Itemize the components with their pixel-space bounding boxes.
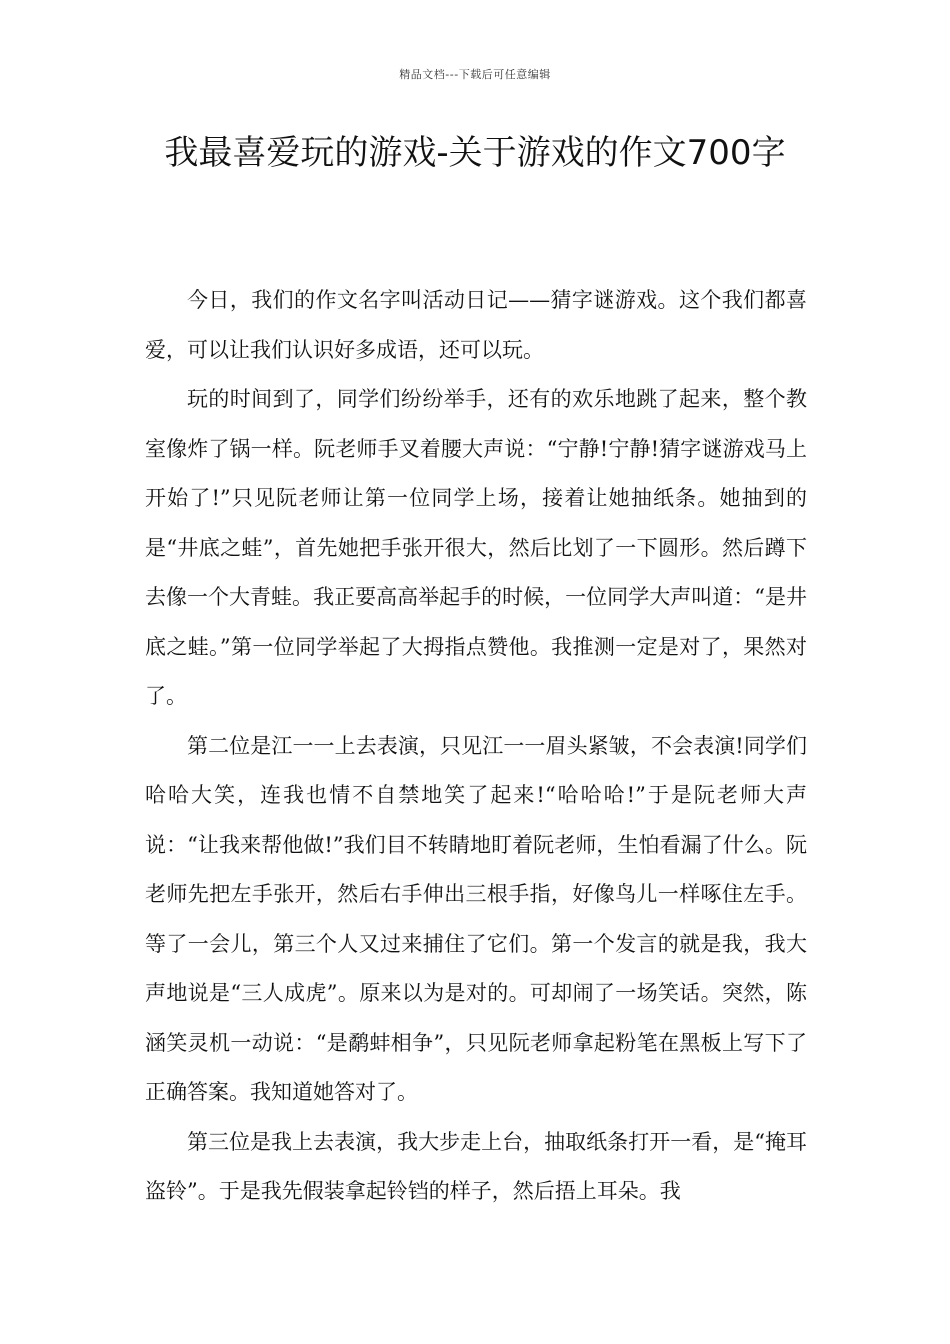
header-note: 精品文档---下载后可任意编辑 — [399, 68, 551, 81]
paragraph-4: 第三位是我上去表演，我大步走上台，抽取纸条打开一看，是“掩耳盗铃”。于是我先假装拿起铃铛的样子，然后捂上耳朵。我 — [145, 1129, 807, 1203]
page-title: 我最喜爱玩的游戏-关于游戏的作文700字 — [164, 133, 786, 173]
paragraph-3: 第二位是江一一上去表演，只见江一一眉头紧皱，不会表演!同学们哈哈大笑，连我也情不自禁地笑了起来!“哈哈哈!”于是阮老师大声说：“让我来帮他做!”我们目不转睛地盯着阮老师，生怕看漏了什么。阮老师先把左手张开，然后右手伸出三根手指，好像鸟儿一样啄住左手。等了一会儿，第三个人又过来捕住了它们。第一个发言的就是我，我大声地说是“三人成虎”。原来以为是对的。可却闹了一场笑话。突然，陈涵笑灵机一动说：“是鹬蚌相争”，只见阮老师拿起粉笔在黑板上写下了正确答案。我知道她答对了。 — [145, 733, 807, 1104]
paragraph-1: 今日，我们的作文名字叫活动日记——猜字谜游戏。这个我们都喜爱，可以让我们认识好多成语，还可以玩。 — [145, 288, 807, 362]
article-body — [145, 276, 807, 1217]
paragraph-2: 玩的时间到了，同学们纷纷举手，还有的欢乐地跳了起来，整个教室像炸了锅一样。阮老师手叉着腰大声说：“宁静!宁静!猜字谜游戏马上开始了!”只见阮老师让第一位同学上场，接着让她抽纸条。她抽到的是“井底之蛙”，首先她把手张开很大，然后比划了一下圆形。然后蹲下去像一个大青蛙。我正要高高举起手的时候，一位同学大声叫道：“是井底之蛙。”第一位同学举起了大拇指点赞他。我推测一定是对了，果然对了。 — [145, 387, 807, 708]
